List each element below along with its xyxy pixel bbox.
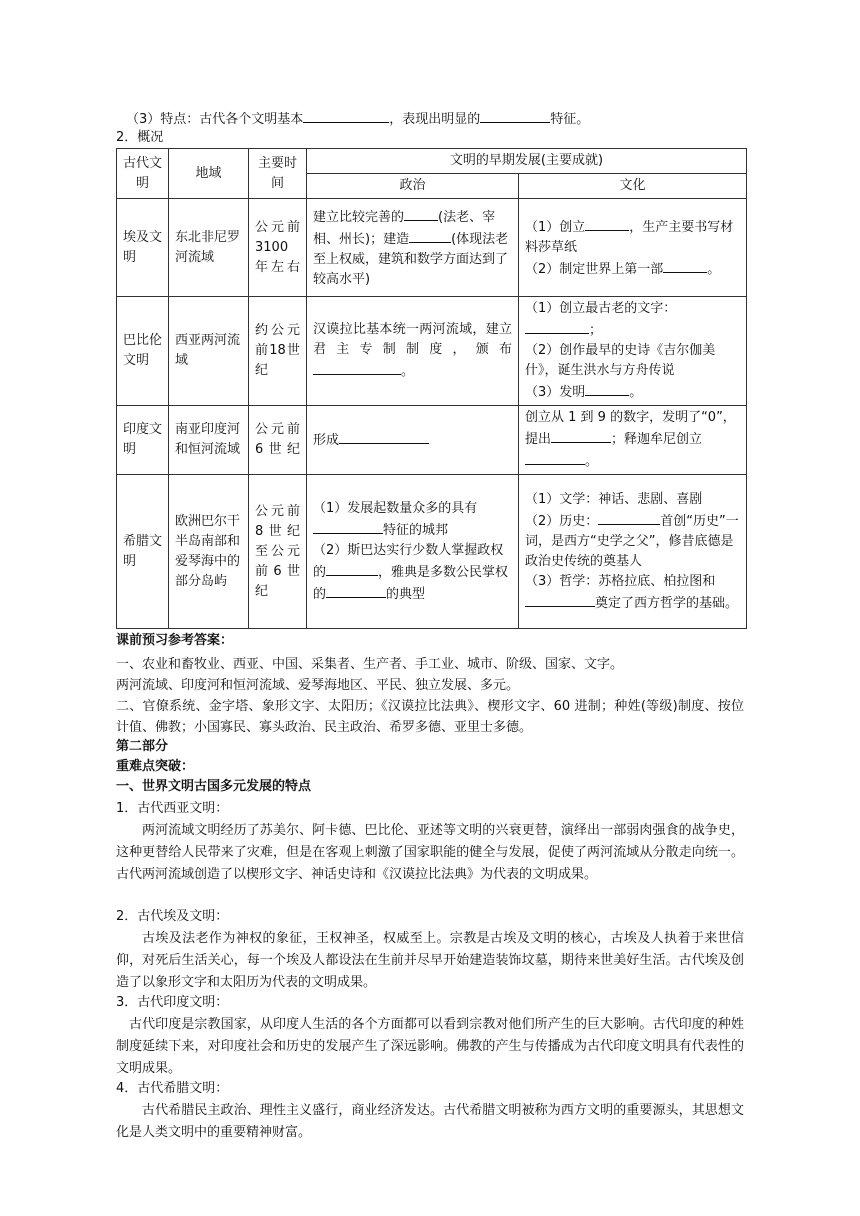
table-row [117,199,747,297]
blank-field[interactable] [598,510,660,525]
civ-culture: 创立从 1 到 9 的数字，发明了“0”，提出 ；释迦牟尼创立。 [519,406,747,475]
subsection-heading: 2．古代埃及文明： [116,909,229,924]
header-development: 文明的早期发展(主要成就) [307,149,747,174]
civ-name: 印度文明 [117,406,169,475]
civ-name: 希腊文明 [117,475,169,629]
paragraph: 古埃及法老作为神权的象征，王权神圣，权威至上。宗教是古埃及文明的核心，古埃及人执着于来世信仰，对死后生活关心，每一个埃及人都设法在生前并尽早开始建造装饰坟墓，期待来世美好生活。古代埃及创造了以象形文字和太阳历为代表的文明成果。 [116,931,744,990]
civ-culture: （1）创立最古老的文字：； （2）创作最早的史诗《吉尔伽美什》，诞生洪水与方舟传说 （3）发明 。 [519,297,747,406]
blank-field[interactable] [480,108,550,123]
answers-title: 课前预习参考答案： [116,633,234,648]
part-subtitle: 重难点突破： [116,759,195,774]
blank-field[interactable] [409,228,451,243]
blank-field[interactable] [585,381,629,396]
blank-field[interactable] [313,519,383,534]
civ-name: 埃及文明 [117,199,169,297]
civ-region: 东北非尼罗河流域 [169,199,249,297]
answers-line-1: 一、农业和畜牧业、西亚、中国、采集者、生产者、手工业、城市、阶级、国家、文字。 [116,657,624,672]
paragraph: 古代希腊民主政治、理性主义盛行，商业经济发达。古代希腊文明被称为西方文明的重要源头，其思想文化是人类文明中的重要精神财富。 [116,1103,744,1140]
blank-field[interactable] [585,216,629,231]
header-politics: 政治 [307,174,519,199]
civ-time: 公元前8世纪至公元前6世纪 [249,475,307,629]
subsection-heading: 3．古代印度文明： [116,995,229,1010]
paragraph: 古代印度是宗教国家，从印度人生活的各个方面都可以看到宗教对他们所产生的巨大影响。古代印度的种姓制度延续下来，对印度社会和历史的发展产生了深远影响。佛教的产生与传播成为古代印度文明具有代表性的文明成果。 [116,1017,744,1076]
overview-table [116,148,747,629]
blank-field[interactable] [525,319,589,334]
paragraph: 两河流域文明经历了苏美尔、阿卡德、巴比伦、亚述等文明的兴衰更替，演绎出一部弱肉强食的战争史，这种更替给人民带来了灾难，但是在客观上刺激了国家职能的健全与发展，促使了两河流域从分散走向统一。古代两河流域创造了以楔形文字、神话史诗和《汉谟拉比法典》为代表的文明成果。 [116,823,744,882]
civ-name: 巴比伦文明 [117,297,169,406]
feature-mid: ，表现出明显的 [389,112,481,127]
answers-line-3: 二、官僚系统、金字塔、象形文字、太阳历；《汉谟拉比法典》、楔形文字、60 进制；种姓(等级)制度、按位计值、佛教；小国寡民、寡头政治、民主政治、希罗多德、亚里士多德。 [116,699,744,735]
civ-politics: 形成 [307,406,519,475]
feature-line [126,108,589,129]
civ-culture: （1）文学：神话、悲剧、喜剧 （2）历史： 首创“历史”一词，是西方“史学之父”，修昔底德是政治史传统的奠基人 （3）哲学：苏格拉底、柏拉图和奠定了西方哲学的基础。 [519,475,747,629]
civ-politics: （1）发展起数量众多的具有特征的城邦 （2）斯巴达实行少数人掌握政权的 ，雅典是多数公民掌权的 的典型 [307,475,519,629]
feature-suffix: 特征。 [550,112,590,127]
section-heading: 一、世界文明古国多元发展的特点 [116,779,312,794]
civ-time: 公元前3100年左右 [249,199,307,297]
table-row [117,475,747,629]
subsection-heading: 4．古代希腊文明： [116,1081,229,1096]
blank-field[interactable] [525,450,585,465]
civ-culture: （1）创立 ，生产主要书写材料莎草纸 （2）制定世界上第一部 。 [519,199,747,297]
header-culture: 文化 [519,174,747,199]
table-row [117,297,747,406]
blank-field[interactable] [404,206,438,221]
header-region: 地域 [169,149,249,199]
civ-region: 欧洲巴尔干半岛南部和爱琴海中的部分岛屿 [169,475,249,629]
subsection-heading: 1．古代西亚文明： [116,801,229,816]
blank-field[interactable] [326,561,378,576]
civ-region: 西亚两河流域 [169,297,249,406]
table-row [117,406,747,475]
answers-line-2: 两河流域、印度河和恒河流域、爱琴海地区、平民、独立发展、多元。 [116,678,520,693]
header-time: 主要时间 [249,149,307,199]
header-civilization: 古代文明 [117,149,169,199]
blank-field[interactable] [313,360,401,375]
blank-field[interactable] [525,592,595,607]
blank-field[interactable] [326,583,386,598]
civ-politics: 汉谟拉比基本统一两河流域，建立君主专制制度，颁布。 [307,297,519,406]
feature-prefix: （3）特点：古代各个文明基本 [126,112,304,127]
blank-field[interactable] [303,108,389,123]
section-heading: 2．概况 [116,130,164,145]
civ-time: 公元前6世纪 [249,406,307,475]
part-title: 第二部分 [116,739,169,754]
blank-field[interactable] [339,429,429,444]
blank-field[interactable] [551,428,611,443]
civ-politics: 建立比较完善的 (法老、宰相、州长)；建造 (体现法老至上权威，建筑和数学方面达到了较高水平) [307,199,519,297]
blank-field[interactable] [663,258,707,273]
civ-region: 南亚印度河和恒河流域 [169,406,249,475]
civ-time: 约公元前18世纪 [249,297,307,406]
